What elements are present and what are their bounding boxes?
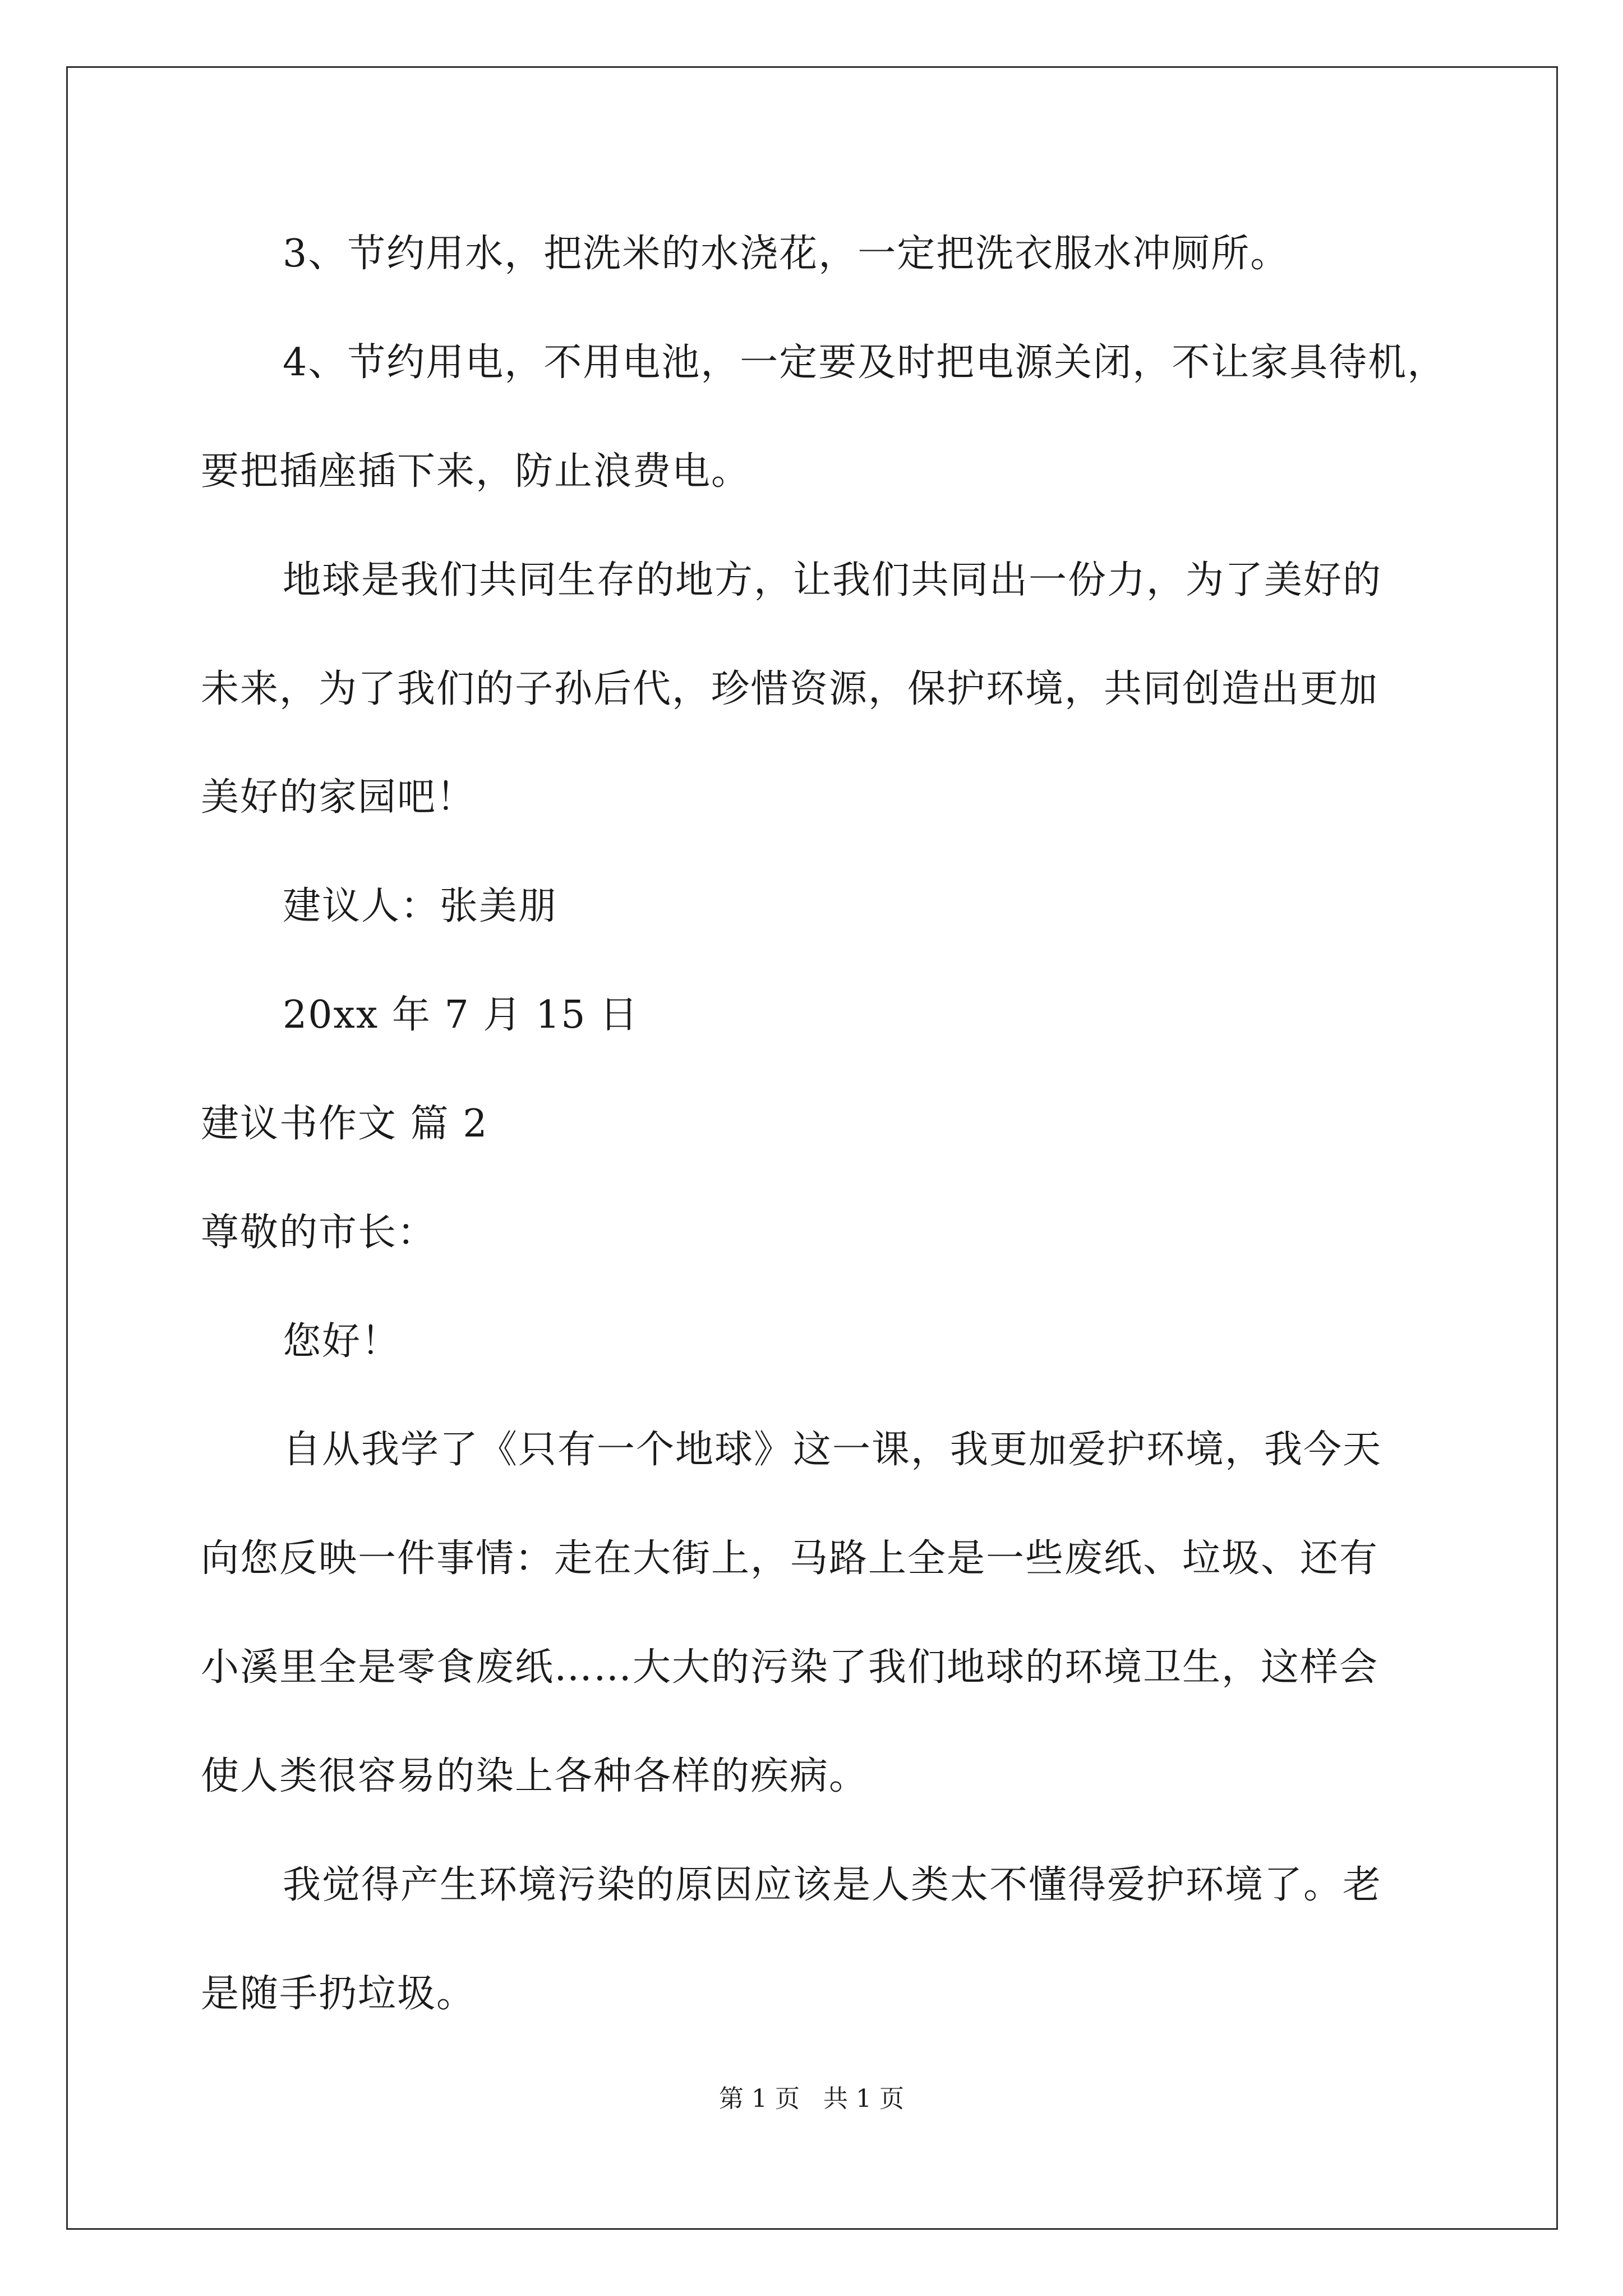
paragraph-line: 是随手扔垃圾。 — [201, 1972, 476, 2016]
paragraph-line: 要把插座插下来，防止浪费电。 — [201, 449, 751, 494]
paragraph-line: 小溪里全是零食废纸……大大的污染了我们地球的环境卫生，这样会 — [201, 1645, 1379, 1690]
paragraph-line: 使人类很容易的染上各种各样的疾病。 — [201, 1754, 869, 1798]
paragraph-line: 我觉得产生环境污染的原因应该是人类太不懂得爱护环境了。老 — [283, 1863, 1382, 1907]
paragraph-line: 美好的家园吧！ — [201, 775, 476, 820]
signer-line: 建议人：张美朋 — [283, 884, 558, 928]
greeting: 您好！ — [283, 1319, 401, 1364]
paragraph-line: 自从我学了《只有一个地球》这一课，我更加爱护环境，我今天 — [283, 1428, 1382, 1472]
date-line: 20xx 年 7 月 15 日 — [283, 993, 639, 1037]
paragraph-line: 4、节约用电，不用电池，一定要及时把电源关闭，不让家具待机， — [283, 341, 1447, 385]
page-footer — [0, 2083, 1623, 2115]
paragraph-line: 3、节约用水，把洗米的水浇花，一定把洗衣服水冲厕所。 — [283, 232, 1290, 276]
paragraph-line: 未来，为了我们的子孙后代，珍惜资源，保护环境，共同创造出更加 — [201, 667, 1379, 711]
paragraph-line: 地球是我们共同生存的地方，让我们共同出一份力，为了美好的 — [283, 558, 1382, 602]
page-number: 第 1 页 — [719, 2085, 800, 2113]
page-total: 共 1 页 — [823, 2085, 904, 2113]
section-heading: 建议书作文 篇 2 — [201, 1102, 488, 1146]
paragraph-line: 向您反映一件事情：走在大街上，马路上全是一些废纸、垃圾、还有 — [201, 1536, 1379, 1581]
salutation: 尊敬的市长： — [201, 1211, 437, 1255]
